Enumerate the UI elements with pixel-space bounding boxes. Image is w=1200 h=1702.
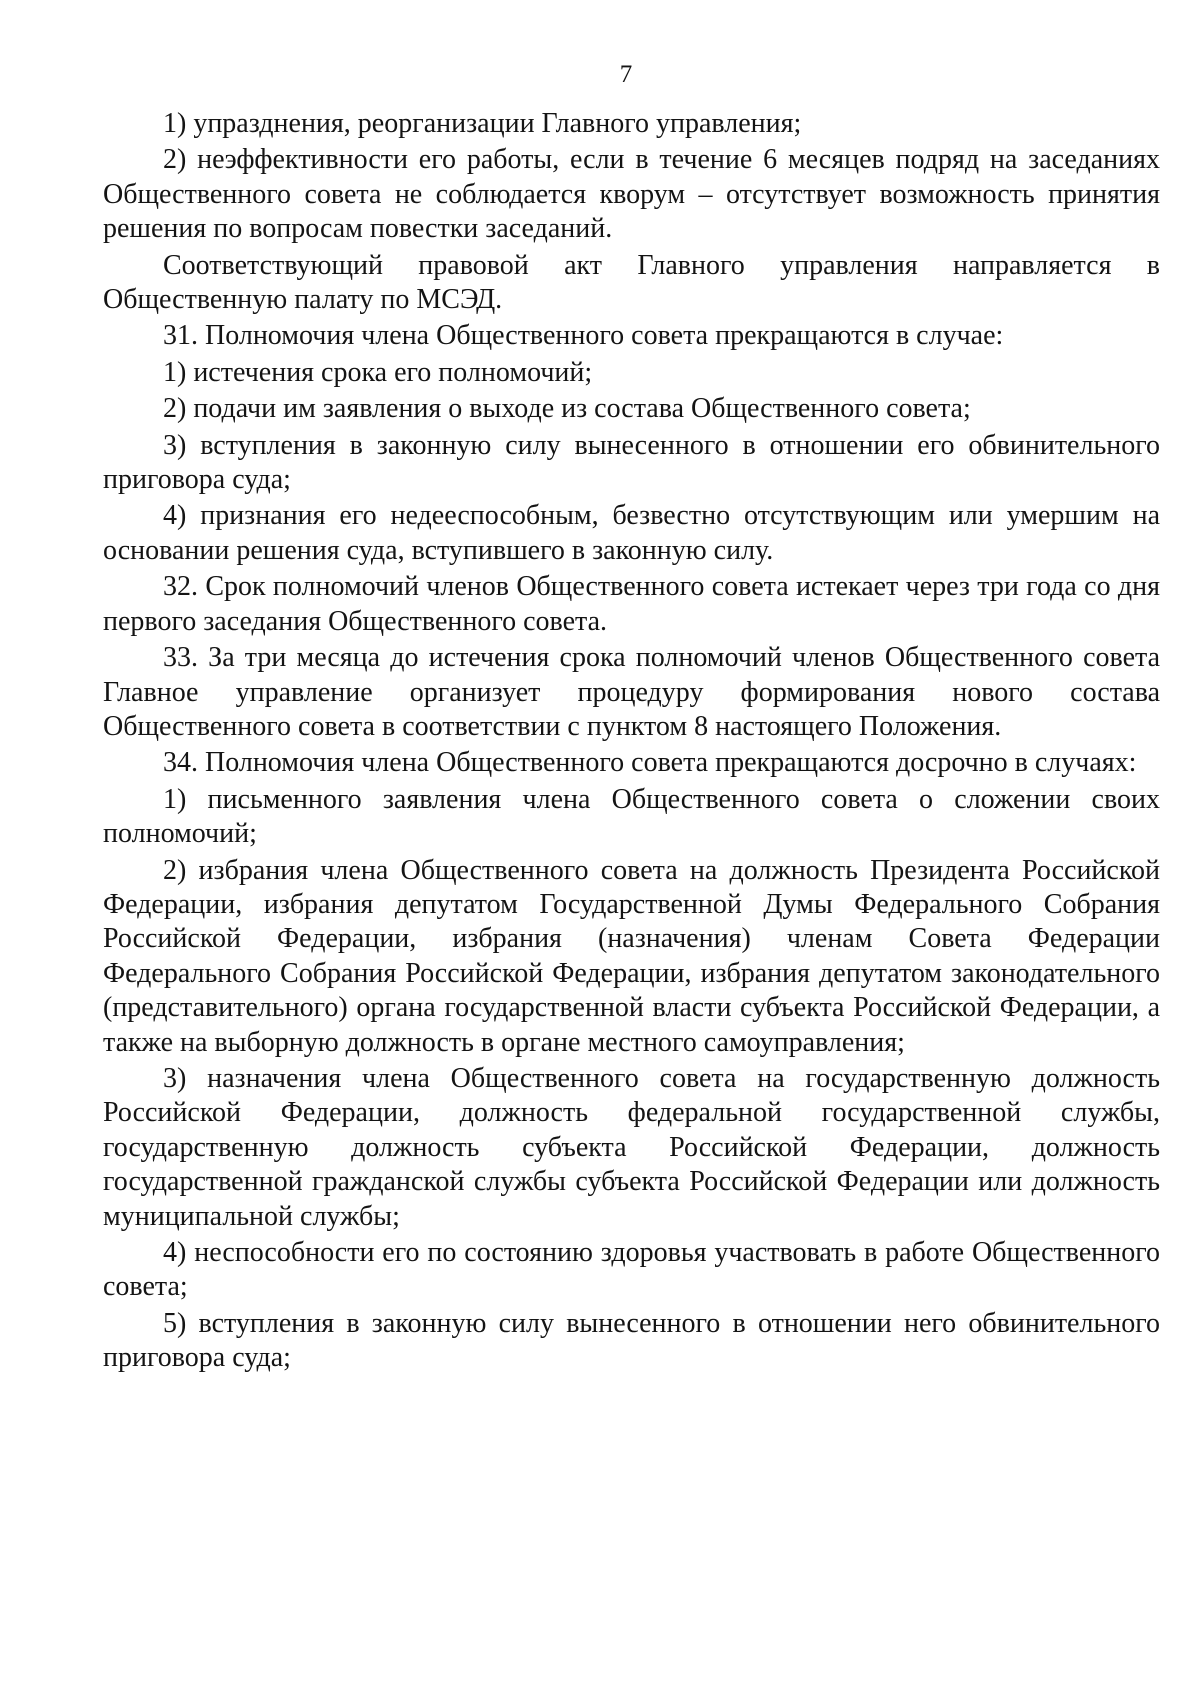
paragraph-34-item-2: 2) избрания члена Общественного совета на должность Президента Российской Федерации, избрания депутатом Государственной Думы Федерального Собрания Российской Федерации, избрания (назначения) членам Совета Федерации Федерального Собрания Российской Федерации, избрания депутатом законодательного (представительного) органа государственной власти субъекта Российской Федерации, а также на выборную должность в органе местного самоуправления; [103, 854, 1160, 1058]
paragraph-31-item-1: 1) истечения срока его полномочий; [163, 356, 593, 388]
paragraph-31-item-4: 4) признания его недееспособным, безвестно отсутствующим или умершим на основании решения суда, вступившего в законную силу. [103, 500, 1160, 566]
paragraph-34-item-4: 4) неспособности его по состоянию здоровья участвовать в работе Общественного совета; [103, 1237, 1160, 1303]
paragraph-34-item-3: 3) назначения члена Общественного совета на государственную должность Российской Федерации, должность федеральной государственной службы, государственную должность субъекта Российской Федерации, должность государственной гражданской службы субъекта Российской Федерации или должность муниципальной службы; [103, 1062, 1160, 1232]
paragraph-34-item-1: 1) письменного заявления члена Общественного совета о сложении своих полномочий; [103, 783, 1160, 850]
paragraph-31-item-2: 2) подачи им заявления о выходе из состава Общественного совета; [163, 393, 971, 425]
paragraph-clause-33: 33. За три месяца до истечения срока полномочий членов Общественного совета Главное управление организует процедуру формирования нового состава Общественного совета в соответствии с пунктом 8 настоящего Положения. [103, 642, 1160, 742]
paragraph-item-2-inefficiency: 2) неэффективности его работы, если в течение 6 месяцев подряд на заседаниях Общественного совета не соблюдается кворум – отсутствует возможность принятия решения по вопросам повестки заседаний. [103, 144, 1160, 245]
paragraph-clause-32: 32. Срок полномочий членов Общественного совета истекает через три года со дня первого заседания Общественного совета. [103, 571, 1160, 637]
page-number: 7 [619, 61, 633, 88]
document-body [103, 107, 1160, 1376]
paragraph-34-item-5: 5) вступления в законную силу вынесенного в отношении него обвинительного приговора суда; [103, 1307, 1160, 1374]
paragraph-31-item-3: 3) вступления в законную силу вынесенного в отношении его обвинительного приговора суда; [103, 429, 1160, 496]
paragraph-legal-act: Соответствующий правовой акт Главного управления направляется в Общественную палату по МСЭД. [103, 249, 1160, 316]
paragraph-item-1-abolition: 1) упразднения, реорганизации Главного управления; [163, 108, 802, 139]
paragraph-clause-34: 34. Полномочия члена Общественного совета прекращаются досрочно в случаях: [163, 747, 1137, 779]
paragraph-clause-31: 31. Полномочия члена Общественного совета прекращаются в случае: [163, 320, 1004, 352]
